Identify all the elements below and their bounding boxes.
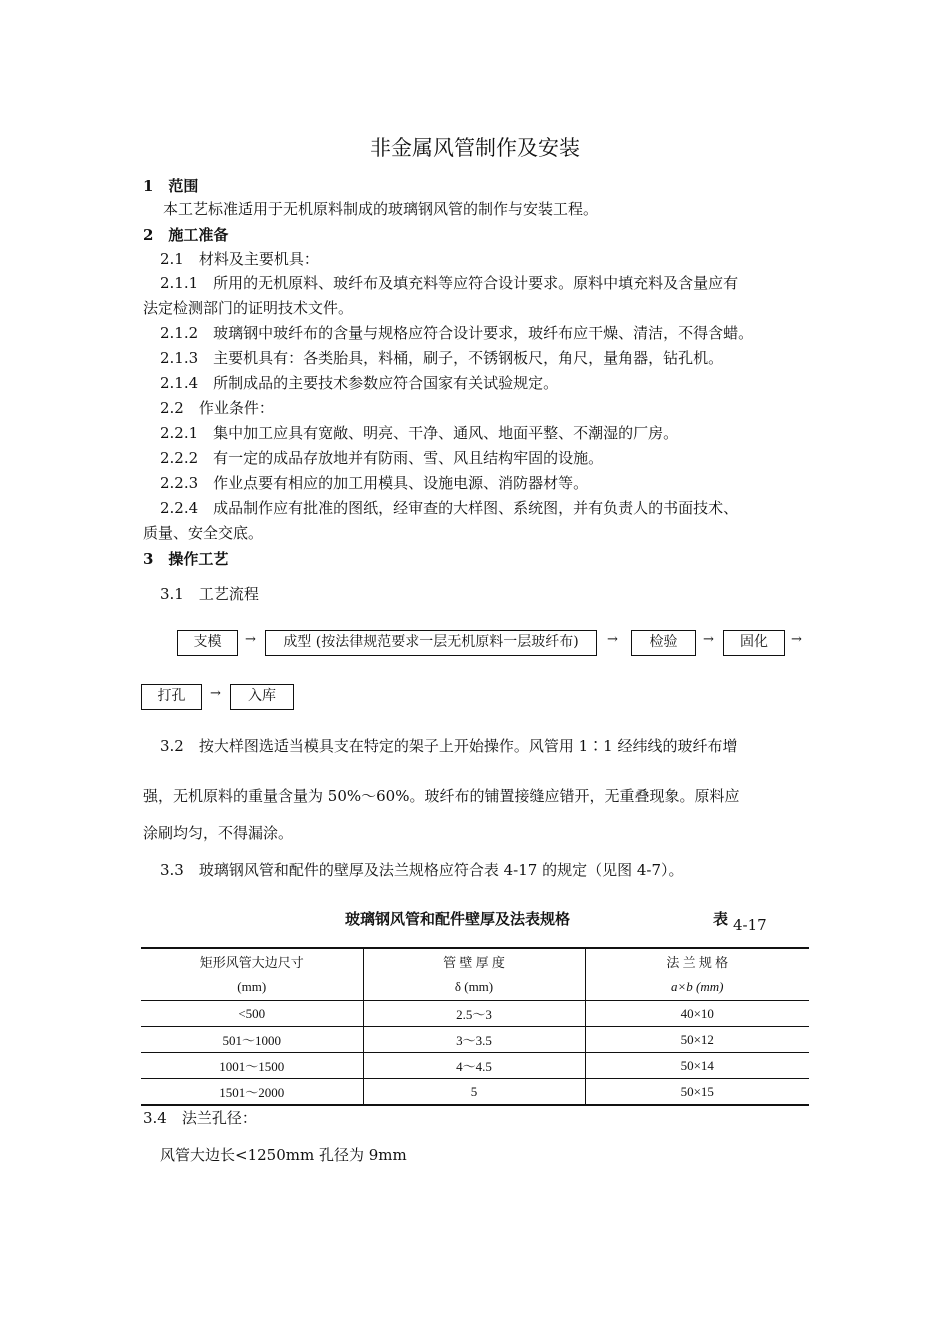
section-2-1-1a: 2.1.1 所用的无机原料、玻纤布及填充料等应符合设计要求。原料中填充料及含量应有 [160, 274, 739, 292]
table-cell: 2.5～3 [363, 1001, 585, 1027]
section-3-4-text: 风管大边长<1250mm 孔径为 9mm [160, 1146, 407, 1164]
flow-arrow-icon: → [791, 632, 802, 647]
section-1-heading: 1 范围 [143, 177, 199, 195]
table-title: 玻璃钢风管和配件壁厚及法表规格 [345, 910, 571, 928]
section-2-heading: 2 施工准备 [143, 226, 229, 244]
table-cell: 50×14 [585, 1053, 809, 1079]
table-cell: 3～3.5 [363, 1027, 585, 1053]
header-cell: 管 壁 厚 度 δ (mm) [363, 948, 585, 1001]
flow-step-drill: 打孔 [141, 684, 202, 710]
table-cell: 1001～1500 [219, 1059, 285, 1074]
section-2-2-1: 2.2.1 集中加工应具有宽敞、明亮、干净、通风、地面平整、不潮湿的厂房。 [160, 424, 679, 442]
section-2-1-4: 2.1.4 所制成品的主要技术参数应符合国家有关试验规定。 [160, 374, 559, 392]
section-3-1: 3.1 工艺流程 [160, 585, 259, 603]
table-cell: 40×10 [585, 1001, 809, 1027]
section-2-2: 2.2 作业条件： [160, 399, 274, 417]
flow-step-mold: 支模 [177, 630, 238, 656]
section-2-2-2: 2.2.2 有一定的成品存放地并有防雨、雪、风且结构牢固的设施。 [160, 449, 604, 467]
header-cell: 法 兰 规 格 a×b (mm) [585, 948, 809, 1001]
page-title: 非金属风管制作及安装 [370, 136, 580, 160]
table-label: 表 [713, 910, 729, 928]
section-3-2b: 强，无机原料的重量含量为 50%～60%。玻纤布的铺置接缝应错开，无重叠现象。原料应 [143, 787, 740, 805]
flow-arrow-icon: → [210, 686, 221, 701]
table-cell: <500 [238, 1005, 266, 1021]
table-number: 4-17 [733, 916, 767, 934]
section-2-1-3: 2.1.3 主要机具有：各类胎具，料桶，刷子，不锈钢板尺，角尺，量角器，钻孔机。 [160, 349, 724, 367]
table-cell: 4～4.5 [363, 1053, 585, 1079]
table-header-row [141, 948, 809, 1001]
flow-step-inspect: 检验 [631, 630, 696, 656]
spec-table [141, 947, 809, 1106]
section-3-2c: 涂刷均匀，不得漏涂。 [143, 824, 294, 842]
flow-arrow-icon: → [703, 632, 714, 647]
table-cell: 1501～2000 [219, 1085, 285, 1100]
flow-step-cure: 固化 [723, 630, 785, 656]
section-2-1-1b: 法定检测部门的证明技术文件。 [143, 299, 354, 317]
table-cell: 50×12 [585, 1027, 809, 1053]
table-cell: 501～1000 [222, 1033, 281, 1048]
flow-arrow-icon: → [245, 632, 256, 647]
section-1-text: 本工艺标准适用于无机原料制成的玻璃钢风管的制作与安装工程。 [163, 200, 599, 218]
section-2-2-3: 2.2.3 作业点要有相应的加工用模具、设施电源、消防器材等。 [160, 474, 589, 492]
section-2-2-4a: 2.2.4 成品制作应有批准的图纸，经审查的大样图、系统图，并有负责人的书面技术、 [160, 499, 739, 517]
table-cell: 5 [363, 1079, 585, 1106]
section-3-heading: 3 操作工艺 [143, 550, 229, 568]
section-2-1-2: 2.1.2 玻璃钢中玻纤布的含量与规格应符合设计要求，玻纤布应干燥、清洁，不得含蜡。 [160, 324, 754, 342]
table-row [141, 1027, 809, 1053]
header-cell: 矩形风管大边尺寸 (mm) [199, 954, 304, 994]
table-row [141, 1079, 809, 1106]
section-2-2-4b: 质量、安全交底。 [143, 524, 264, 542]
section-3-3: 3.3 玻璃钢风管和配件的壁厚及法兰规格应符合表 4-17 的规定（见图 4-7）。 [160, 861, 684, 879]
table-row [141, 1001, 809, 1027]
flow-step-forming: 成型 (按法律规范要求一层无机原料一层玻纤布) [265, 630, 597, 656]
flow-arrow-icon: → [607, 632, 618, 647]
flow-step-store: 入库 [230, 684, 294, 710]
section-2-1: 2.1 材料及主要机具： [160, 250, 319, 268]
section-3-2a: 3.2 按大样图选适当模具支在特定的架子上开始操作。风管用 1∶1 经纬线的玻纤布增 [160, 737, 738, 755]
table-row [141, 1053, 809, 1079]
section-3-4: 3.4 法兰孔径： [143, 1109, 257, 1127]
table-cell: 50×15 [585, 1079, 809, 1106]
